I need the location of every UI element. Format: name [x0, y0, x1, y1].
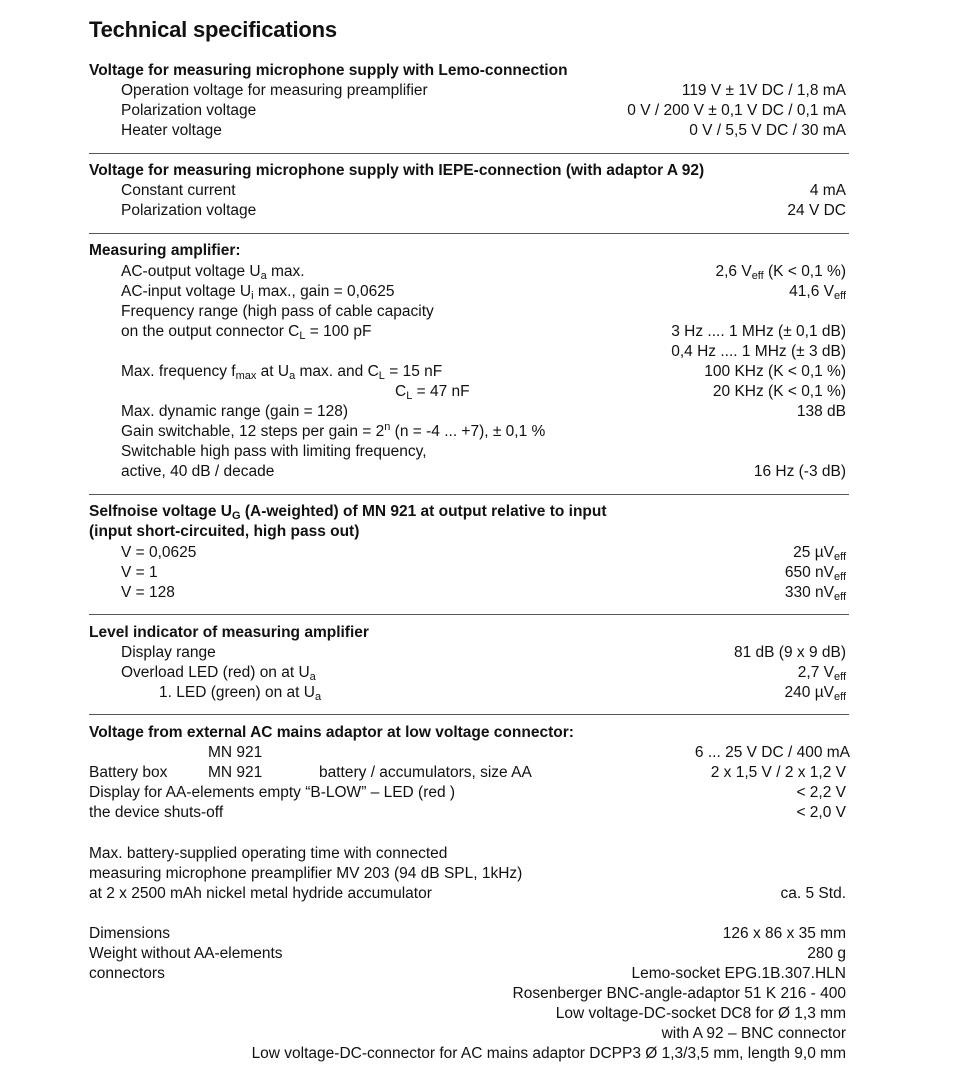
spec-value: < 2,0 V — [796, 804, 846, 821]
spec-row — [89, 783, 846, 803]
spec-row — [89, 302, 846, 322]
section-heading-iepe: Voltage for measuring microphone supply with IEPE-connection (with adaptor A 92) — [89, 162, 705, 179]
spec-label: Dimensions — [89, 925, 170, 942]
spec-row — [89, 803, 846, 823]
spec-label: Polarization voltage — [121, 202, 257, 219]
spec-label: on the output connector $C_L = 100$ pF — [121, 323, 372, 342]
spec-model: MN 921 — [208, 764, 263, 781]
spec-label: AC-output voltage $U_a$ max. — [121, 263, 305, 282]
spec-row — [89, 683, 846, 703]
section-divider — [89, 233, 849, 234]
spec-row — [89, 924, 846, 944]
spec-value: 2,7 $V_{eff}$ — [797, 664, 846, 683]
section-divider — [89, 494, 849, 495]
spec-label: AC-input voltage $U_i$ max., gain = 0,0625 — [121, 283, 395, 302]
spec-row — [89, 362, 846, 382]
spec-row — [89, 81, 846, 101]
spec-row — [89, 663, 846, 683]
spec-label: Constant current — [121, 182, 236, 199]
spec-row — [89, 422, 846, 442]
spec-row — [89, 342, 846, 362]
spec-value: with A 92 – BNC connector — [661, 1025, 846, 1042]
spec-value: 280 g — [807, 945, 846, 962]
spec-label: MN 921 — [208, 744, 263, 761]
spec-label: at 2 x 2500 mAh nickel metal hydride accumulator — [89, 885, 432, 902]
spec-value: 24 V DC — [787, 202, 846, 219]
spec-row — [89, 382, 846, 402]
spec-label: Max. dynamic range (gain = 128) — [121, 403, 349, 420]
spec-value: 100 KHz (K < 0,1 %) — [704, 363, 846, 380]
spec-value: 0 V / 5,5 V DC / 30 mA — [689, 122, 846, 139]
spec-label: V = 0,0625 — [121, 544, 197, 561]
spec-label: Max. battery-supplied operating time with connected — [89, 845, 448, 862]
spec-label: Operation voltage for measuring preamplifier — [121, 82, 428, 99]
spec-label: active, 40 dB / decade — [121, 463, 275, 480]
spec-row — [89, 462, 846, 482]
spec-label: connectors — [89, 965, 165, 982]
spec-row — [89, 282, 846, 302]
spec-row — [89, 1024, 846, 1044]
spec-value: 138 dB — [796, 403, 846, 420]
spec-value: Low voltage-DC-connector for AC mains adaptor DCPP3 Ø 1,3/3,5 mm, length 9,0 mm — [251, 1045, 846, 1062]
spec-note: battery / accumulators, size AA — [319, 764, 532, 781]
section-subheading-selfnoise: (input short-circuited, high pass out) — [89, 523, 360, 540]
spec-value: 6 ... 25 V DC / 400 mA — [694, 744, 850, 761]
spec-value: 20 KHz (K < 0,1 %) — [712, 383, 846, 400]
section-heading-level-indicator: Level indicator of measuring amplifier — [89, 624, 369, 641]
spec-value: 3 Hz .... 1 MHz (± 0,1 dB) — [671, 323, 846, 340]
spec-value: 2,6 $V_{eff}$ (K < 0,1 %) — [715, 263, 846, 282]
spec-value: 25 µV$_{eff}$ — [793, 544, 846, 563]
spec-value: 330 $nV_{eff}$ — [784, 584, 846, 603]
spec-label: Polarization voltage — [121, 102, 257, 119]
spec-row — [89, 442, 846, 462]
spec-row — [89, 643, 846, 663]
spec-label: Display range — [121, 644, 216, 661]
spec-value: < 2,2 V — [796, 784, 846, 801]
spec-value: 119 V ± 1V DC / 1,8 mA — [681, 82, 846, 99]
spec-value: 2 x 1,5 V / 2 x 1,2 V — [710, 764, 846, 781]
spec-value: Rosenberger BNC-angle-adaptor 51 K 216 - 400 — [512, 985, 846, 1002]
page-title: Technical specifications — [89, 17, 337, 42]
spec-row — [89, 743, 850, 763]
spec-row — [89, 864, 846, 884]
spec-label: 1. LED (green) on at $U_a$ — [159, 684, 322, 703]
section-heading-lemo: Voltage for measuring microphone supply with Lemo-connection — [89, 62, 568, 79]
spec-row — [89, 121, 846, 141]
section-divider — [89, 153, 849, 154]
spec-value: 16 Hz (-3 dB) — [753, 463, 846, 480]
section-heading-selfnoise: Selfnoise voltage $U_G$ (A-weighted) of MN 921 at output relative to input — [89, 503, 607, 522]
section-heading-power-supply: Voltage from external AC mains adaptor at low voltage connector: — [89, 724, 574, 741]
spec-label: Heater voltage — [121, 122, 222, 139]
spec-label: Max. frequency $f_{max}$ at $U_a$ max. and $C_L = 15$ nF — [121, 363, 443, 382]
spec-label: Frequency range (high pass of cable capacity — [121, 303, 434, 320]
spec-value: ca. 5 Std. — [780, 885, 846, 902]
spec-value: 4 mA — [809, 182, 846, 199]
spec-row — [89, 181, 846, 201]
spec-value: 0,4 Hz .... 1 MHz (± 3 dB) — [671, 343, 846, 360]
spec-row — [89, 101, 846, 121]
section-divider — [89, 614, 849, 615]
spec-value: 81 dB (9 x 9 dB) — [733, 644, 846, 661]
spec-label: Gain switchable, 12 steps per gain = $2^n$ (n = -4 ... +7), ± 0,1 % — [121, 421, 546, 440]
spec-row — [89, 964, 846, 984]
spec-row — [89, 884, 846, 904]
spec-row — [89, 844, 846, 864]
spec-value: Low voltage-DC-socket DC8 for Ø 1,3 mm — [555, 1005, 846, 1022]
spec-row — [89, 763, 846, 783]
spec-row — [89, 944, 846, 964]
spec-label: V = 128 — [121, 584, 175, 601]
spec-label: Display for AA-elements empty “B-LOW” – LED (red ) — [89, 784, 456, 801]
spec-label: Battery box — [89, 764, 168, 781]
spec-row — [89, 984, 846, 1004]
spec-row — [89, 201, 846, 221]
spec-row — [89, 563, 846, 583]
spec-label: $C_L = 47$ nF — [395, 383, 470, 402]
spec-row — [89, 262, 846, 282]
spec-value: 126 x 86 x 35 mm — [722, 925, 846, 942]
spec-label: V = 1 — [121, 564, 158, 581]
spec-value: Lemo-socket EPG.1B.307.HLN — [631, 965, 846, 982]
spec-label: Switchable high pass with limiting frequency, — [121, 443, 427, 460]
spec-value: 41,6 $V_{eff}$ — [789, 283, 846, 302]
section-divider — [89, 714, 849, 715]
spec-row — [89, 1004, 846, 1024]
section-heading-amplifier: Measuring amplifier: — [89, 242, 241, 259]
spec-label: Weight without AA-elements — [89, 945, 283, 962]
spec-label: Overload LED (red) on at $U_a$ — [121, 664, 316, 683]
spec-row — [89, 543, 846, 563]
spec-row — [89, 1044, 846, 1064]
spec-row — [89, 583, 846, 603]
spec-value: 240 µV$_{eff}$ — [784, 684, 846, 703]
spec-label: measuring microphone preamplifier MV 203 (94 dB SPL, 1kHz) — [89, 865, 523, 882]
spec-value: 0 V / 200 V ± 0,1 V DC / 0,1 mA — [627, 102, 846, 119]
spec-row — [89, 402, 846, 422]
spec-label: the device shuts-off — [89, 804, 224, 821]
spec-row — [89, 322, 846, 342]
spec-value: 650 $nV_{eff}$ — [784, 564, 846, 583]
